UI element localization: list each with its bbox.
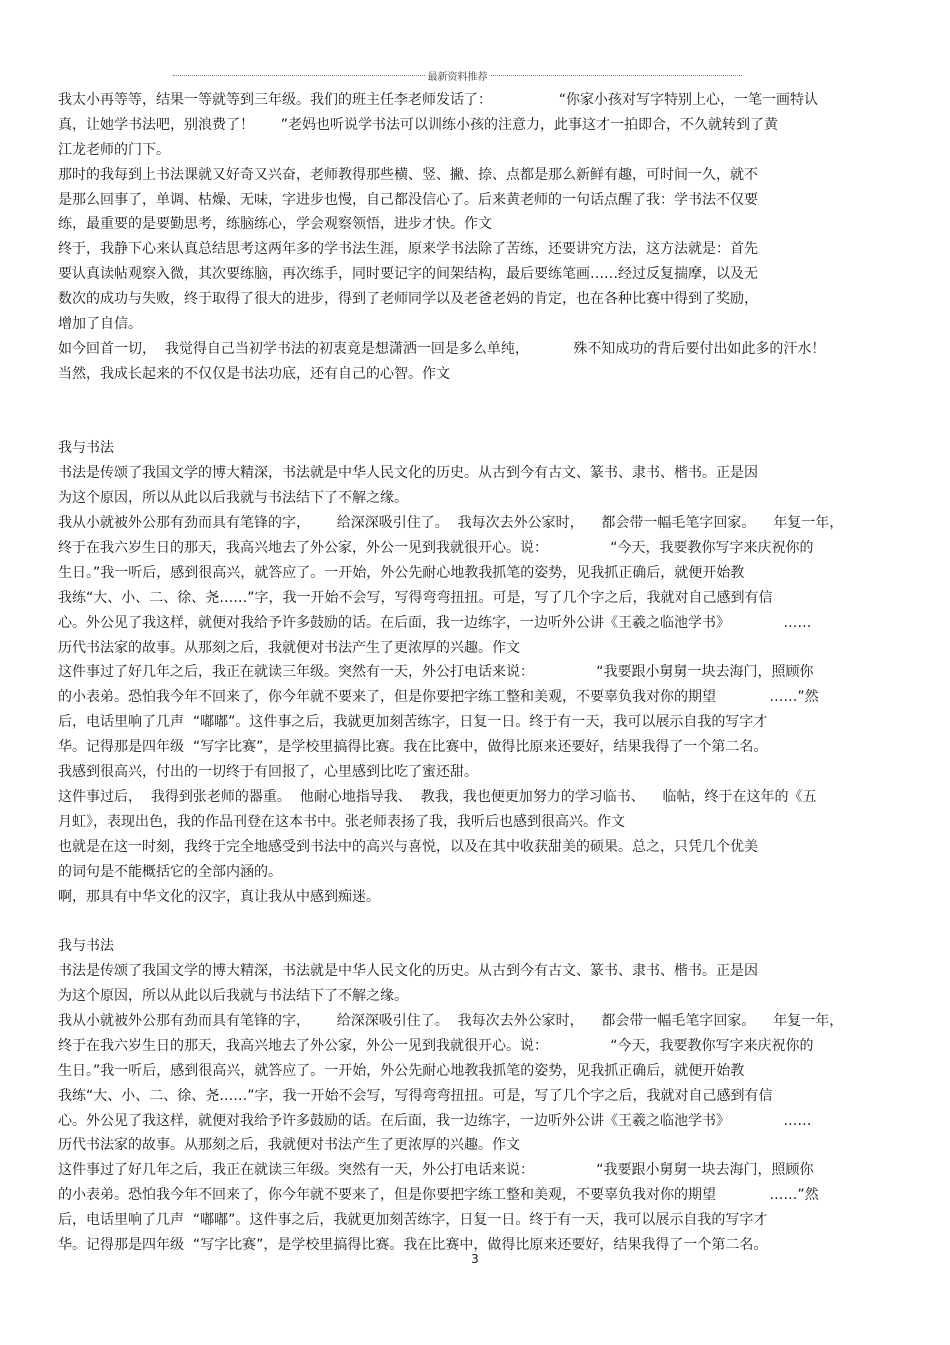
text-line: 我与书法 — [58, 440, 114, 457]
text-line: 终于在我六岁生日的那天，我高兴地去了外公家，外公一见到我就很开心。说： “今天，我要教你写字来庆祝你的 — [58, 540, 814, 557]
blank-line — [58, 909, 908, 934]
text-line: 我练“大、小、二、徐、尧……”字，我一开始不会写，写得弯弯扭扭。可是，写了几个字之后，我就对自己感到有信 — [58, 1087, 773, 1104]
text-line: 历代书法家的故事。从那刻之后，我就便对书法产生了更浓厚的兴趣。作文 — [58, 1137, 520, 1154]
text-line: 的词句是不能概括它的全部内涵的。 — [58, 863, 282, 880]
text-line: 生日。”我一听后，感到很高兴，就答应了。一开始，外公先耐心地教我抓笔的姿势，见我抓正确后，就便开始教 — [58, 564, 745, 581]
text-line: 的小表弟。恐怕我今年不回来了，你今年就不要来了，但是你要把字练工整和美观，不要辜负我对你的期望 ……”然 — [58, 689, 819, 706]
text-line: 如今回首一切， 我觉得自己当初学书法的初衷竟是想潇洒一回是多么单纯， 殊不知成功的背后要付出如此多的汗水！ — [58, 340, 826, 357]
text-line: 真，让她学书法吧，别浪费了！ ”老妈也听说学书法可以训练小孩的注意力，此事这才一拍即合，不久就转到了黄 — [58, 116, 778, 133]
text-line: 也就是在这一时刻，我终于完全地感受到书法中的高兴与喜悦，以及在其中收获甜美的硕果。总之，只凭几个优美 — [58, 838, 758, 855]
text-line: 那时的我每到上书法课就又好奇又兴奋，老师教得那些横、竖、撇、捺、点都是那么新鲜有趣，可时间一久，就不 — [58, 166, 758, 183]
document-body — [58, 88, 908, 1258]
text-line: 书法是传颂了我国文学的博大精深，书法就是中华人民文化的历史。从古到今有古文、篆书、隶书、楷书。正是因 — [58, 963, 758, 980]
text-line: 为这个原因，所以从此以后我就与书法结下了不解之缘。 — [58, 988, 408, 1005]
text-line: 心。外公见了我这样，就便对我给予许多鼓励的话。在后面，我一边练字，一边听外公讲《王羲之临池学书》 …… — [58, 1112, 812, 1129]
blank-line — [58, 387, 908, 412]
text-line: 为这个原因，所以从此以后我就与书法结下了不解之缘。 — [58, 490, 408, 507]
page-number: 3 — [471, 1252, 479, 1266]
text-line: 我太小再等等，结果一等就等到三年级。我们的班主任李老师发话了： “你家小孩对写字特别上心，一笔一画特认 — [58, 92, 819, 108]
text-line: 增加了自信。 — [58, 316, 142, 333]
text-line: 我与书法 — [58, 938, 114, 955]
text-line: 这件事过了好几年之后，我正在就读三年级。突然有一天，外公打电话来说： “我要跟小舅舅一块去海门，照顾你 — [58, 1162, 814, 1179]
text-line: 华。记得那是四年级 “写字比赛”，是学校里搞得比赛。我在比赛中，做得比原来还要好，结果我得了一个第二名。 — [58, 1236, 768, 1253]
text-line: 终于在我六岁生日的那天，我高兴地去了外公家，外公一见到我就很开心。说： “今天，我要教你写字来庆祝你的 — [58, 1037, 814, 1054]
text-line: 书法是传颂了我国文学的博大精深，书法就是中华人民文化的历史。从古到今有古文、篆书、隶书、楷书。正是因 — [58, 465, 758, 482]
text-line: 数次的成功与失败，终于取得了很大的进步，得到了老师同学以及老爸老妈的肯定，也在各种比赛中得到了奖励， — [58, 291, 758, 308]
text-line: 是那么回事了，单调、枯燥、无味，字进步也慢，自己都没信心了。后来黄老师的一句话点醒了我：学书法不仅要 — [58, 191, 758, 208]
text-line: 生日。”我一听后，感到很高兴，就答应了。一开始，外公先耐心地教我抓笔的姿势，见我抓正确后，就便开始教 — [58, 1062, 745, 1079]
text-line: 我练“大、小、二、徐、尧……”字，我一开始不会写，写得弯弯扭扭。可是，写了几个字之后，我就对自己感到有信 — [58, 589, 773, 606]
header-dotted-rule-left — [173, 75, 425, 76]
text-line: 的小表弟。恐怕我今年不回来了，你今年就不要来了，但是你要把字练工整和美观，不要辜负我对你的期望 ……”然 — [58, 1187, 819, 1204]
text-line: 历代书法家的故事。从那刻之后，我就便对书法产生了更浓厚的兴趣。作文 — [58, 639, 520, 656]
text-line: 我从小就被外公那有劲而具有笔锋的字， 给深深吸引住了。 我每次去外公家时， 都会带一幅毛笔字回家。 年复一年， — [58, 515, 844, 532]
header-label: 最新资料推荐 — [427, 71, 488, 83]
text-line: 要认真读帖观察入微，其次要练脑，再次练手，同时要记字的间架结构，最后要练笔画……经过反复揣摩，以及无 — [58, 266, 758, 283]
page-header — [170, 68, 745, 82]
text-line: 我从小就被外公那有劲而具有笔锋的字， 给深深吸引住了。 我每次去外公家时， 都会带一幅毛笔字回家。 年复一年， — [58, 1012, 844, 1029]
header-dotted-rule-right — [491, 75, 743, 76]
text-line: 月虹》，表现出色，我的作品刊登在这本书中。张老师表扬了我，我听后也感到很高兴。作文 — [58, 813, 625, 830]
text-line: 终于，我静下心来认真总结思考这两年多的学书法生涯，原来学书法除了苦练，还要讲究方法，这方法就是：首先 — [58, 241, 758, 258]
text-line: 啊，那具有中华文化的汉字，真让我从中感到痴迷。 — [58, 888, 380, 905]
text-line: 后，电话里响了几声 “嘟嘟”。这件事之后，我就更加刻苦练字，日复一日。终于有一天，我可以展示自我的写字才 — [58, 1212, 768, 1229]
text-line: 我感到很高兴，付出的一切终于有回报了，心里感到比吃了蜜还甜。 — [58, 764, 478, 781]
text-line: 心。外公见了我这样，就便对我给予许多鼓励的话。在后面，我一边练字，一边听外公讲《王羲之临池学书》 …… — [58, 614, 812, 631]
text-line: 当然，我成长起来的不仅仅是书法功底，还有自己的心智。作文 — [58, 365, 450, 382]
text-line: 后，电话里响了几声 “嘟嘟”。这件事之后，我就更加刻苦练字，日复一日。终于有一天，我可以展示自我的写字才 — [58, 714, 768, 731]
text-line: 这件事过后， 我得到张老师的器重。 他耐心地指导我、 教我，我也便更加努力的学习临书、 临帖，终于在这年的《五 — [58, 788, 817, 805]
text-line: 华。记得那是四年级 “写字比赛”，是学校里搞得比赛。我在比赛中，做得比原来还要好，结果我得了一个第二名。 — [58, 739, 768, 756]
text-line: 这件事过了好几年之后，我正在就读三年级。突然有一天，外公打电话来说： “我要跟小舅舅一块去海门，照顾你 — [58, 664, 814, 681]
text-line: 江龙老师的门下。 — [58, 141, 170, 158]
blank-line — [58, 412, 908, 437]
text-line: 练，最重要的是要勤思考，练脑练心，学会观察领悟，进步才快。作文 — [58, 216, 492, 233]
